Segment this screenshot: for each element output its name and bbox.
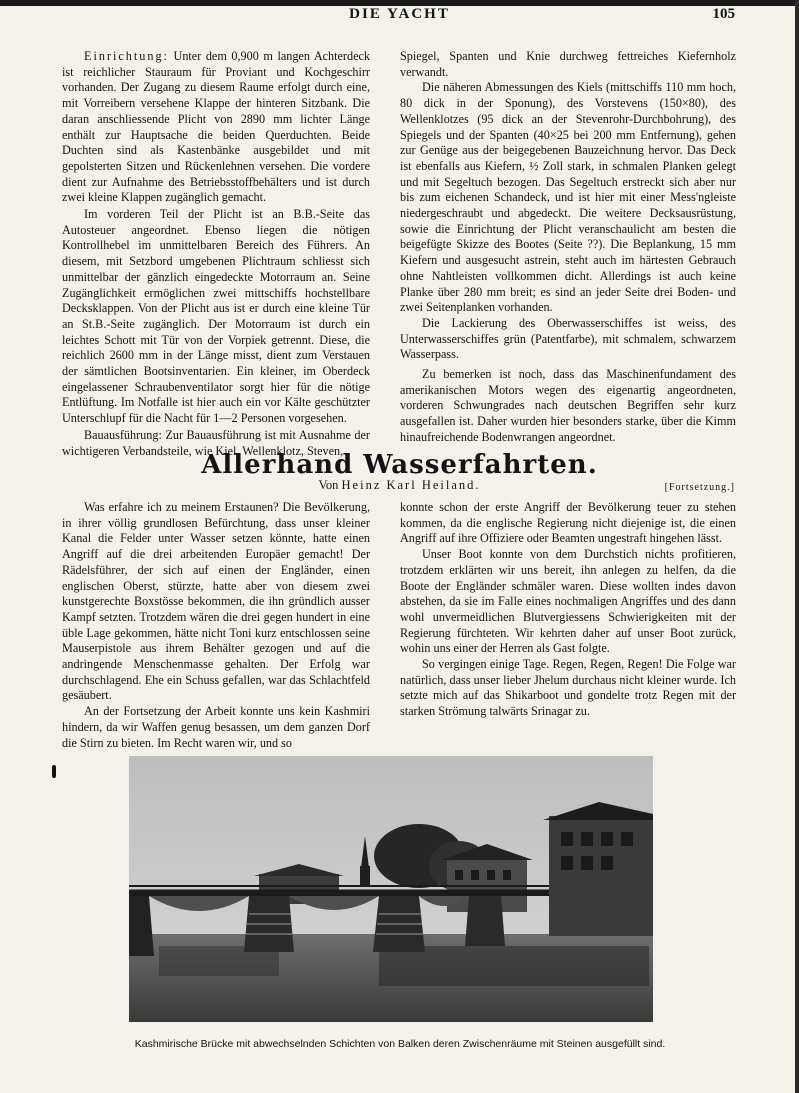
paragraph: Die Lackierung des Oberwasserschiffes ist weiss, des Unterwasserschiffes grün (Patentfarbe), mit schmalem, schwarzem Wasserpass. (400, 315, 736, 362)
page-edge (795, 0, 799, 1093)
paragraph: Was erfahre ich zu meinem Erstaunen? Die Bevölkerung, in ihrer völlig grundlosen Befürchtung, dass unser kleiner Kanal die Felder unter Wasser setzen könnte, hatte einen Angriff auf die drei arbeitenden Europäer gemacht! Der Rädelsführer, der sich auf einen der Engländer, einen englischen Oberst, stürzte, hatte aber von diesem zwei kunstgerechte Boxstösse bekommen, die ihn gründlich ausser Kampf setzten. Trotzdem wären die drei gegen hundert in eine üble Lage gekommen, hätte nicht Toni kurz entschlossen seine Mauserpistole aus ihrem Behälter gezogen und auf die andringende Menschenmasse gehalten. Der Erfolg war durchschlagend. Ehe ein Schuss gefallen, war das Schlachtfeld gesäubert. (62, 500, 370, 703)
paragraph: Unser Boot konnte von dem Durchstich nichts profitieren, trotzdem erklärten wir uns bereit, ihn anlegen zu helfen, da die Boote der Engländer schmäler waren. Diese wollten indes davon abstehen, da sie im Falle eines nochmaligen Angriffes und des dann wohl unvermeidlichen Blutvergiessens Schwierigkeiten mit der Regierung fürchteten. Wir kehrten daher auf unser Boot zurück, wohin uns einer der Herren als Gast folgte. (400, 547, 736, 656)
right-column-top (400, 49, 736, 446)
ink-mark (52, 765, 56, 778)
photo-caption: Kashmirische Brücke mit abwechselnden Schichten von Balken deren Zwischenräume mit Steinen ausgefüllt sind. (134, 1038, 666, 1050)
bridge-photo-illustration (129, 756, 653, 1022)
page-number: 105 (712, 6, 735, 22)
paragraph: Spiegel, Spanten und Knie durchweg fettreiches Kiefernholz verwandt. (400, 49, 736, 79)
paragraph: Bauausführung: Zur Bauausführung ist mit Ausnahme der wichtigeren Verbandsteile, wie Kiel, Wellenklotz, Steven, (62, 427, 370, 458)
bridge-photo (129, 756, 653, 1022)
paragraph: Zu bemerken ist noch, dass das Maschinenfundament des amerikanischen Motors wegen des eigenartig angeordneten, vorderen Schwungrades nach deutschen Begriffen sehr kurz ausgefallen ist. Daher wurden hier besonders starke, über die Kimm hinaufreichende Bodenwrangen angeordnet. (400, 367, 736, 444)
left-column-bottom (62, 500, 370, 751)
paragraph: An der Fortsetzung der Arbeit konnte uns kein Kashmiri hindern, da wir Waffen genug besassen, um dem ganzen Dorf die Stirn zu bieten. Im Recht waren wir, und so (62, 704, 370, 750)
paragraph: Die näheren Abmessungen des Kiels (mittschiffs 110 mm hoch, 80 dick in der Sponung), des Vorstevens (150×80), des Wellenklotzes (95 dick an der Stevenrohr-Durchbohrung), des Spiegels und der Spanten (40×25 bei 200 mm Entfernung), gehen zur Genüge aus der beigegebenen Bauzeichnung hervor. Das Deck ist ebenfalls aus Kiefern, ½ Zoll stark, in schmalen Planken gelegt und mit Segeltuch bezogen. Das Segeltuch erstreckt sich aber nur bis zum eichenen Schandeck, und ist hier mit einer Mess'ngleiste niedergeschraubt und abgedeckt. Die weitere Decksausrüstung, sowie die Einrichtung der Plicht veranschaulicht am besten die beigefügte Skizze des Bootes (Seite ??). Die Beplankung, 15 mm Kiefern und ausgesucht astrein, steht auch im härtesten Gebrauch ohne Nahtleisten vollkommen dicht. Allerdings ist auch keine Planke über 280 mm breit; es sind an jeder Seite drei Boden- und zwei Seitenplanken vorhanden. (400, 80, 736, 315)
author-prefix: Von (318, 478, 339, 492)
continuation-note: [Fortsetzung.] (664, 482, 735, 493)
paragraph: So vergingen einige Tage. Regen, Regen, Regen! Die Folge war natürlich, dass unser lieber Jhelum durchaus nicht kleiner wurde. Ich setzte mich auf das Shikarboot und gondelte trotz Regen mit der starken Strömung talwärts Srinagar zu. (400, 657, 736, 719)
running-header: DIE YACHT (349, 6, 450, 22)
right-column-bottom (400, 500, 736, 720)
article-title: Allerhand Wasserfahrten. (201, 450, 598, 480)
section-heading-einrichtung: Einrichtung: (84, 49, 169, 63)
paragraph: Unter dem 0,900 m langen Achterdeck ist reichlicher Stauraum für Proviant und Kochgeschirr vorhanden. Der Zugang zu diesem Raume erfolgt durch eine, mit Vorreibern versehene Klappe der hinteren Sitzbank. Die daran anschliessende Plicht von 2890 mm lichter Länge enthält zur Hauptsache die beiden Querduchten. Beide Duchten sind als Kastenbänke ausgebildet und mit gepolsterten Sitzen und Rückenlehnen versehen. Die vordere dient zur Aufnahme des Betriebsstoffbehälters und ist durch zwei kleine Klappen zugänglich gemacht. (62, 49, 370, 205)
paragraph: Im vorderen Teil der Plicht ist an B.B.-Seite das Autosteuer angeordnet. Ebenso liegen die nötigen Kontrollhebel im unmittelbaren Bereich des Führers. An diesem, mit Setzbord umgebenen Plichtraum schliesst sich unmittelbar der gänzlich eingedeckte Motorraum an. Seine Zugänglichkeit ermöglichen zwei mittschiffs hochstellbare Decksklappen. Von der Plicht aus ist er durch eine kleine Tür an St.B.-Seite zugänglich. Der Motorraum ist durch ein leichtes Schott mit Tür von der Vorpiek getrennt. Diese, die reichlich 2600 mm in der Länge misst, dient zum Verstauen der sämtlichen Bootsinventarien. Ein kleiner, im Oberdeck eingelassener Schraubenventilator sorgt hier für die nötige Entlüftung. Im Notfalle ist hier auch ein vor Kälte geschützter Unterschlupf für die Nacht für 1—2 Personen vorgesehen. (62, 207, 370, 426)
left-column-top (62, 49, 370, 459)
paragraph: konnte schon der erste Angriff der Bevölkerung teuer zu stehen kommen, da die englische Regierung nicht diejenige ist, die einen Angriff auf ihre Offiziere oder Beamten ungestraft hingehen lässt. (400, 500, 736, 546)
author-name: Heinz Karl Heiland. (341, 478, 481, 492)
